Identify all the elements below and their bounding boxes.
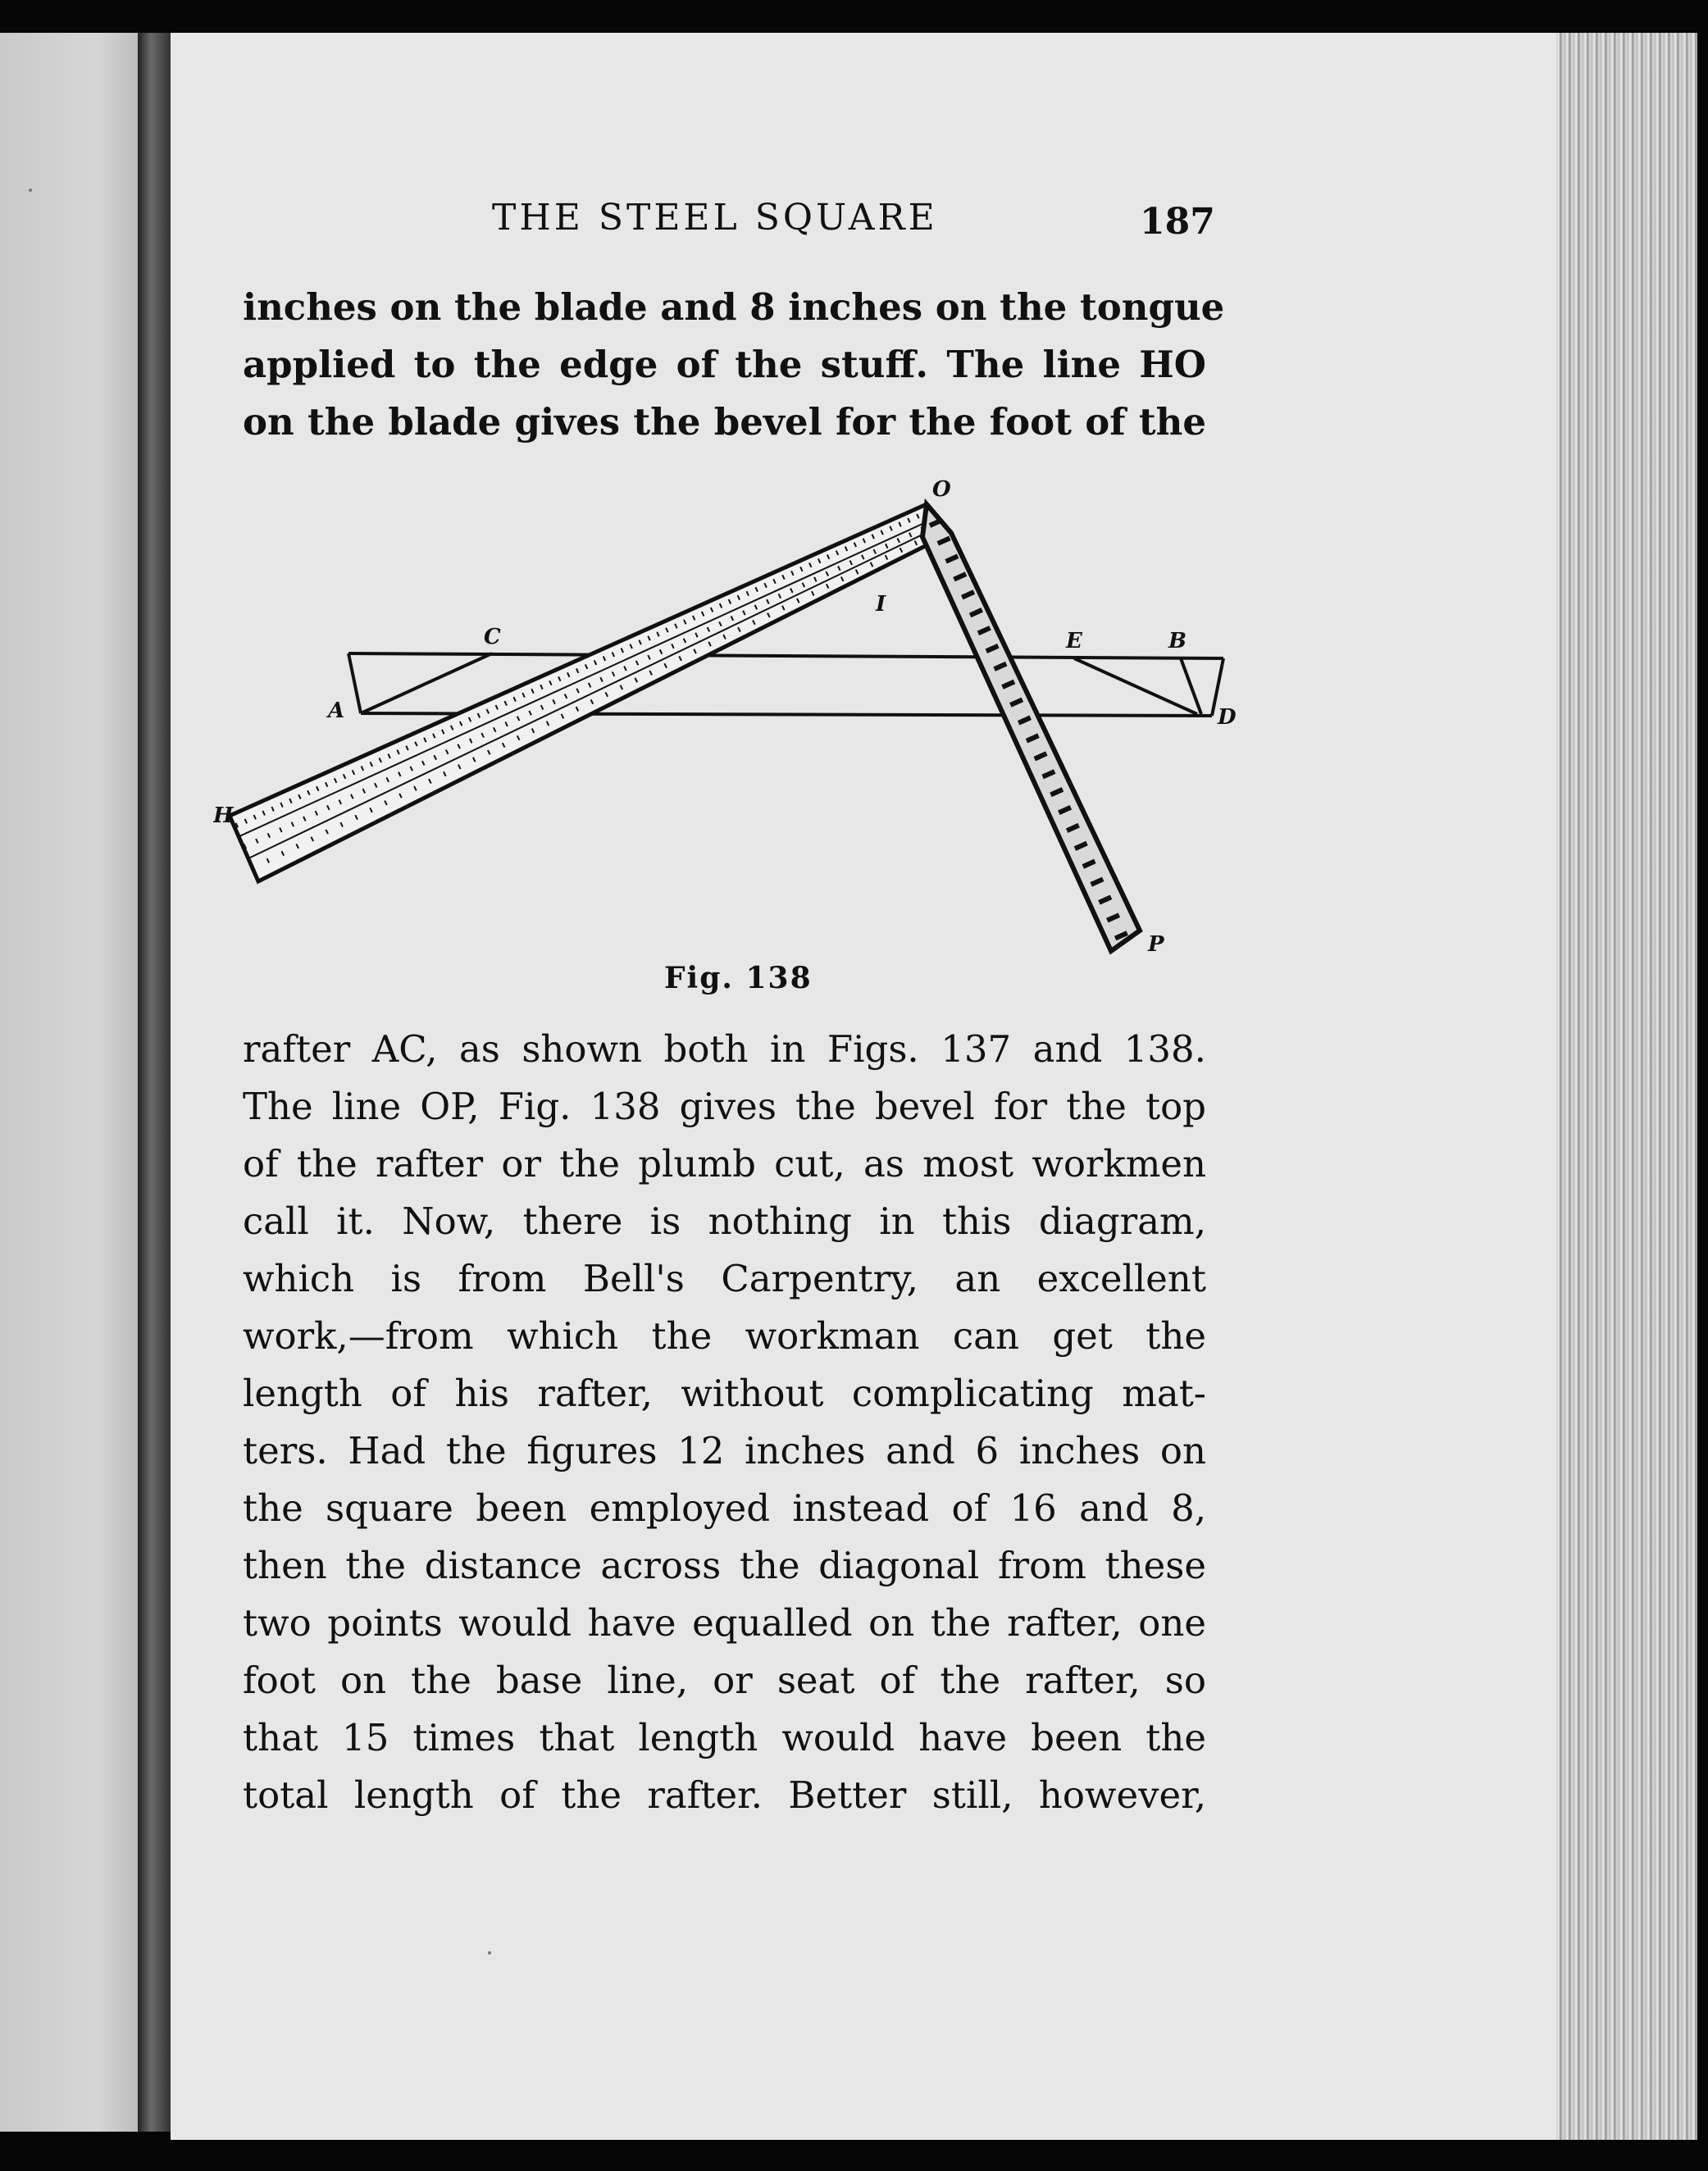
text-line: rafter AC, as shown both in Figs. 137 and 138. xyxy=(243,1027,1206,1071)
label-o: O xyxy=(932,477,951,502)
text-line: then the distance across the diagonal from these xyxy=(243,1544,1206,1587)
label-d: D xyxy=(1218,705,1237,730)
text-line: The line OP, Fig. 138 gives the bevel for the top xyxy=(243,1085,1206,1128)
text-line: work,—from which the workman can get the xyxy=(243,1314,1206,1358)
page-edges xyxy=(1556,33,1697,2140)
text-line: inches on the blade and 8 inches on the tongue xyxy=(243,285,1225,329)
label-i: I xyxy=(876,592,886,617)
text-line: the square been employed instead of 16 and 8, xyxy=(243,1486,1206,1530)
book-gutter xyxy=(138,33,171,2132)
text-line: call it. Now, there is nothing in this diagram, xyxy=(243,1199,1206,1243)
steel-square-figure xyxy=(213,471,1246,996)
figure-caption: Fig. 138 xyxy=(664,961,813,995)
page-number: 187 xyxy=(1140,201,1215,243)
label-b: B xyxy=(1168,629,1186,653)
paragraph-top xyxy=(243,279,1225,451)
text-line: which is from Bell's Carpentry, an excellent xyxy=(243,1257,1206,1300)
label-c: C xyxy=(484,625,501,649)
label-h: H xyxy=(213,803,234,828)
label-p: P xyxy=(1148,932,1164,957)
label-e: E xyxy=(1066,629,1082,653)
text-line: that 15 times that length would have been the xyxy=(243,1716,1206,1759)
label-a: A xyxy=(328,699,345,723)
text-line: on the blade gives the bevel for the foot of the xyxy=(243,400,1206,444)
square-tongue xyxy=(922,504,1140,951)
text-line: applied to the edge of the stuff. The line HO xyxy=(243,343,1206,386)
text-line: two points would have equalled on the rafter, one xyxy=(243,1601,1206,1645)
scan-speck xyxy=(29,189,32,192)
text-line: foot on the base line, or seat of the rafter, so xyxy=(243,1659,1206,1702)
text-line: total length of the rafter. Better still, however, xyxy=(243,1773,1206,1817)
text-line: length of his rafter, without complicating mat- xyxy=(243,1372,1206,1415)
scan-speck xyxy=(488,1951,491,1955)
left-page-sliver xyxy=(0,33,138,2132)
running-head: THE STEEL SQUARE xyxy=(492,197,938,239)
paragraph-bottom xyxy=(243,1021,1206,1824)
text-line: ters. Had the figures 12 inches and 6 inches on xyxy=(243,1429,1206,1472)
text-line: of the rafter or the plumb cut, as most workmen xyxy=(243,1142,1206,1186)
square-blade xyxy=(230,504,951,881)
